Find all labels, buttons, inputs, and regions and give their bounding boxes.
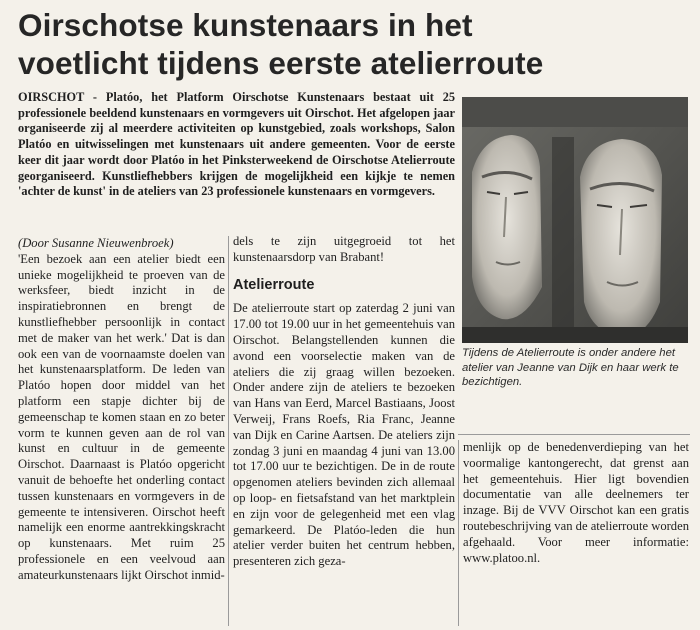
subheading-atelierroute: Atelierroute — [233, 276, 315, 293]
article-column-2 — [233, 234, 455, 570]
article-column-1 — [18, 236, 225, 584]
column-3-text: menlijk op de benedenverdieping van het voormalige kantongerecht, dat grenst aan het gemeentehuis. Hier ligt bovendien documentatie van alle deelnemers ter inzage. Bij de VVV Oirschot kan een gratis routebeschrijving van de atelierroute worden afgehaald. Voor meer informatie: www.platoo.nl. — [463, 440, 689, 565]
photo-caption: Tijdens de Atelierroute is onder andere het atelier van Jeanne van Dijk en haar werk te bezichtigen. — [462, 347, 679, 388]
column-divider-2 — [458, 440, 459, 626]
caption-divider — [458, 434, 690, 435]
column-2-continuation: dels te zijn uitgegroeid tot het kunstenaarsdorp van Brabant! — [233, 234, 455, 264]
headline-line-2: voetlicht tijdens eerste atelierroute — [18, 45, 544, 81]
artwork-photo-illustration — [462, 97, 688, 343]
artwork-photo — [462, 97, 688, 343]
column-1-text: 'Een bezoek aan een atelier biedt een unieke mogelijkheid te proeven van de werksfeer, biedt inzicht in de inspiratiebronnen en brengt de kunstliefhebber persoonlijk in contact met de maker van het werk.' Dat is dan ook een van de voornaamste doelen van het kunstenaarsplatform. De leden van Platóo hopen door middel van het platform een stapje dichter bij de gemeenschap te komen staan en zo beter vorm te kunnen geven aan de rol van kunst en cultuur in de gemeente Oirschot. Daarnaast is Platóo opgericht vanuit de behoefte het onderling contact tussen kunstenaars en vormgevers in de gemeente te intensiveren. Oirschot heeft namelijk een enorme aantrekkingskracht op kunstenaars. Met ruim 25 professionele en een veelvoud aan amateurkunstenaars lijkt Oirschot inmid- — [18, 251, 225, 582]
column-divider-1 — [228, 236, 229, 626]
headline — [18, 6, 688, 82]
column-2-text: De atelierroute start op zaterdag 2 juni van 17.00 tot 19.00 uur in het gemeentehuis van Oirschot. Belangstellenden kunnen die avond een voorselectie maken van de ateliers die zij graag willen bezoeken. Onder andere zijn de ateliers te bezoeken van Hans van Eerd, Marcel Bastiaans, Joost Verweij, Frans Roefs, Ria Franc, Jeanne van Dijk en Carine Aartsen. De ateliers zijn zondag 3 juni en maandag 4 juni van 13.00 tot 17.00 uur te bezichtigen. De in de route opgenomen ateliers bevinden zich allemaal op loop- en fietsafstand van het marktplein en zijn voor de gelegenheid met een vlag gemarkeerd. De Platóo-leden die hun atelier verder buiten het centrum hebben, presenteren zich geza- — [233, 301, 455, 569]
article-column-3 — [463, 440, 689, 566]
headline-line-1: Oirschotse kunstenaars in het — [18, 7, 473, 43]
byline: (Door Susanne Nieuwenbroek) — [18, 236, 174, 250]
intro-paragraph: OIRSCHOT - Platóo, het Platform Oirschotse Kunstenaars bestaat uit 25 professionele beeldend kunstenaars en vormgevers uit Oirschot. Het afgelopen jaar organiseerde zij al meerdere activiteiten op kunstgebied, zoals workshops, Salon Platóo en uitwisselingen met kunstenaars uit andere gemeenten. Voor de eerste keer dit jaar wordt door Platóo in het Pinksterweekend de Oirschotse Atelierroute georganiseerd. Kunstliefhebbers krijgen de mogelijkheid een kijkje te nemen 'achter de kunst' in de ateliers van 23 professionele kunstenaars en vormgevers. — [18, 90, 455, 199]
